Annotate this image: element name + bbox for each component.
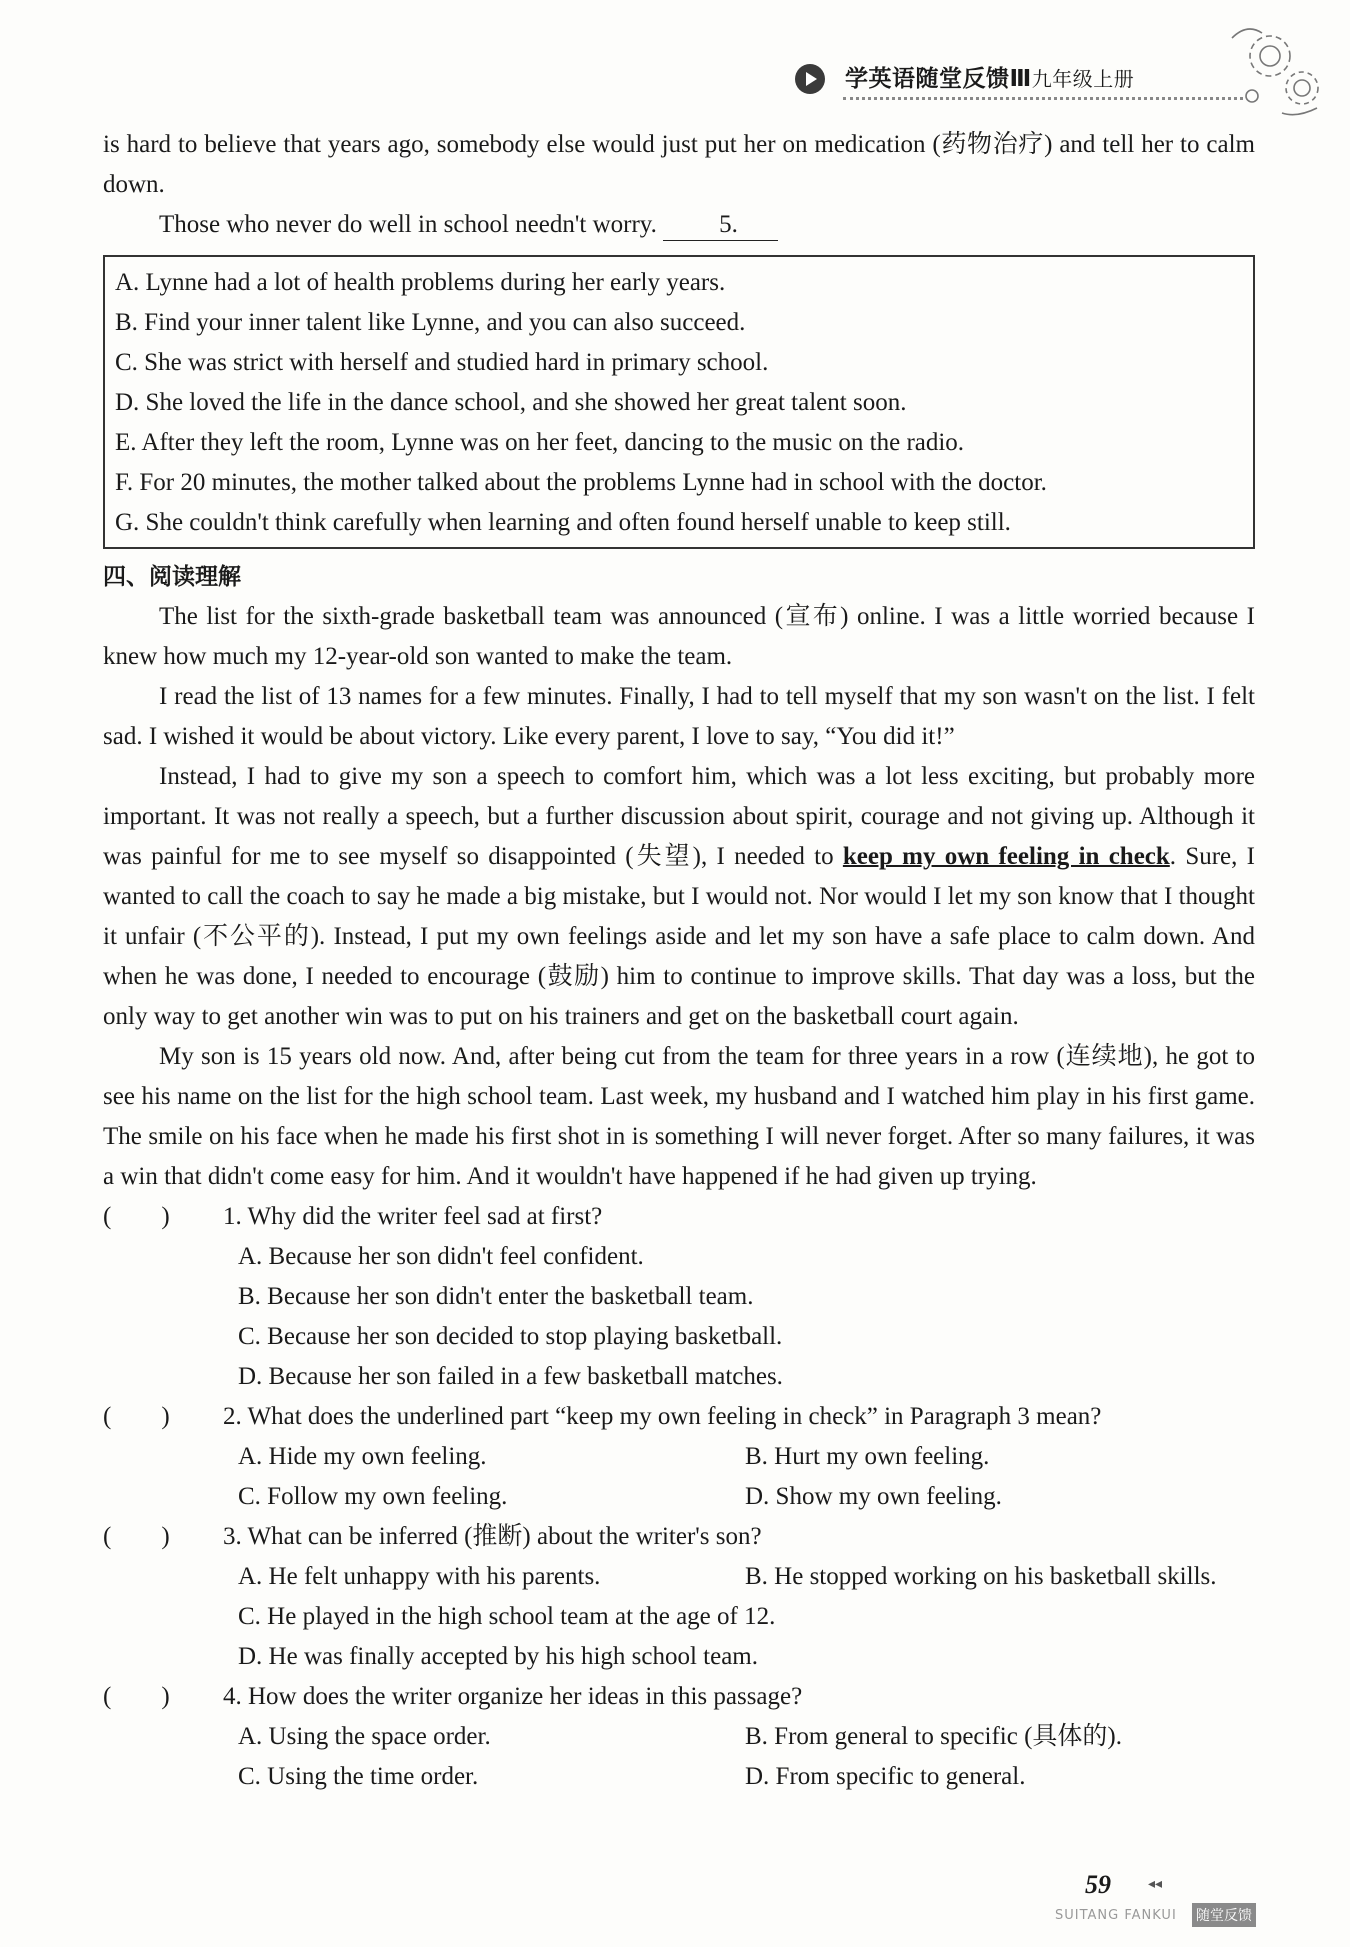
passage-paragraph-1: The list for the sixth-grade basketball team was announced (宣布) online. I was a little worried because I knew how much my 12-year-old son wanted to make the team. xyxy=(103,603,1255,670)
passage-paragraph-4: My son is 15 years old now. And, after being cut from the team for three years in a row (连续地), he got to see his name on the list for the high school team. Last week, my husband and I watched him play in his first game. The smile on his face when he made his first shot in is something I will never forget. After so many failures, it was a win that didn't come easy for him. And it wouldn't have happened if he had given up trying. xyxy=(103,1043,1255,1190)
q2-choice-a: A. Hide my own feeling. xyxy=(238,1443,487,1470)
question-2 xyxy=(103,1397,1255,1517)
q3-choice-a: A. He felt unhappy with his parents. xyxy=(238,1563,601,1590)
q2-choice-b: B. Hurt my own feeling. xyxy=(745,1443,990,1470)
underlined-phrase: keep my own feeling in check xyxy=(842,843,1170,870)
closing-paragraph: Those who never do well in school needn't worry. 5. xyxy=(103,205,1255,245)
q1-choice-b: B. Because her son didn't enter the basketball team. xyxy=(238,1283,754,1310)
question-1 xyxy=(103,1197,1255,1397)
question-stem-2: 2. What does the underlined part “keep my own feeling in check” in Paragraph 3 mean? xyxy=(223,1403,1102,1430)
option-c: C. She was strict with herself and studied hard in primary school. xyxy=(115,349,769,376)
answer-bracket-2[interactable]: ( ) xyxy=(103,1403,170,1430)
q4-choice-b: B. From general to specific (具体的). xyxy=(745,1723,1122,1750)
question-stem-3: 3. What can be inferred (推断) about the writer's son? xyxy=(223,1523,762,1550)
q4-choice-a: A. Using the space order. xyxy=(238,1723,491,1750)
q3-choice-d: D. He was finally accepted by his high school team. xyxy=(238,1643,758,1670)
answer-bracket-3[interactable]: ( ) xyxy=(103,1523,170,1550)
sentence-options-box xyxy=(103,255,1255,549)
option-g: G. She couldn't think carefully when learning and often found herself unable to keep still. xyxy=(115,509,1011,536)
flower-ornament-icon xyxy=(1222,18,1332,128)
option-b: B. Find your inner talent like Lynne, and you can also succeed. xyxy=(115,309,746,336)
option-a: A. Lynne had a lot of health problems during her early years. xyxy=(115,269,726,296)
book-title: 学英语随堂反馈Ⅲ九年级上册 xyxy=(845,66,1135,92)
footer-brand-en: SUITANG FANKUI xyxy=(1055,1908,1177,1923)
q3-choice-c: C. He played in the high school team at the age of 12. xyxy=(238,1603,776,1630)
page-number: 59 xyxy=(1085,1870,1111,1899)
option-d: D. She loved the life in the dance school, and she showed her great talent soon. xyxy=(115,389,907,416)
question-stem-1: 1. Why did the writer feel sad at first? xyxy=(223,1203,603,1230)
q4-choice-d: D. From specific to general. xyxy=(745,1763,1026,1790)
section-title: 四、阅读理解 xyxy=(103,564,241,590)
passage-paragraph-3: Instead, I had to give my son a speech to comfort him, which was a lot less exciting, but probably more important. It was not really a speech, but a further discussion about spirit, courage and not giving up. Although it was painful for me to see myself so disappointed (失望), I needed to keep my own feeling in check. Sure, I wanted to call the coach to say he made a big mistake, but I would not. Nor would I let my son know that I thought it unfair (不公平的). Instead, I put my own feelings aside and let my son have a safe place to calm down. And when he was done, I needed to encourage (鼓励) him to continue to improve skills. That day was a loss, but the only way to get another win was to put on his trainers and get on the basketball court again. xyxy=(103,763,1255,1030)
page-body xyxy=(103,125,1255,1797)
page-footer xyxy=(1055,1870,1295,1930)
question-stem-4: 4. How does the writer organize her ideas in this passage? xyxy=(223,1683,803,1710)
answer-bracket-1[interactable]: ( ) xyxy=(103,1203,170,1230)
answer-bracket-4[interactable]: ( ) xyxy=(103,1683,170,1710)
question-3 xyxy=(103,1517,1255,1677)
q4-choice-c: C. Using the time order. xyxy=(238,1763,479,1790)
q1-choice-a: A. Because her son didn't feel confident. xyxy=(238,1243,644,1270)
answer-blank-5[interactable]: 5. xyxy=(663,210,778,241)
q2-choice-c: C. Follow my own feeling. xyxy=(238,1483,508,1510)
option-e: E. After they left the room, Lynne was on her feet, dancing to the music on the radio. xyxy=(115,429,965,456)
continued-paragraph: is hard to believe that years ago, somebody else would just put her on medication (药物治疗) and tell her to calm down. xyxy=(103,131,1255,198)
option-f: F. For 20 minutes, the mother talked about the problems Lynne had in school with the doctor. xyxy=(115,469,1047,496)
q1-choice-d: D. Because her son failed in a few basketball matches. xyxy=(238,1363,783,1390)
arrow-left-icon: ◂◂ xyxy=(1148,1877,1163,1892)
passage-paragraph-2: I read the list of 13 names for a few minutes. Finally, I had to tell myself that my son wasn't on the list. I felt sad. I wished it would be about victory. Like every parent, I love to say, “You did it!” xyxy=(103,683,1255,750)
footer-brand-cn: 随堂反馈 xyxy=(1192,1903,1256,1927)
page-header xyxy=(795,52,1245,112)
header-dotted-rule xyxy=(843,97,1243,100)
play-icon xyxy=(795,64,825,94)
q2-choice-d: D. Show my own feeling. xyxy=(745,1483,1002,1510)
q3-choice-b: B. He stopped working on his basketball skills. xyxy=(745,1563,1217,1590)
book-subtitle: 九年级上册 xyxy=(1031,67,1135,91)
question-4 xyxy=(103,1677,1255,1797)
q1-choice-c: C. Because her son decided to stop playing basketball. xyxy=(238,1323,783,1350)
